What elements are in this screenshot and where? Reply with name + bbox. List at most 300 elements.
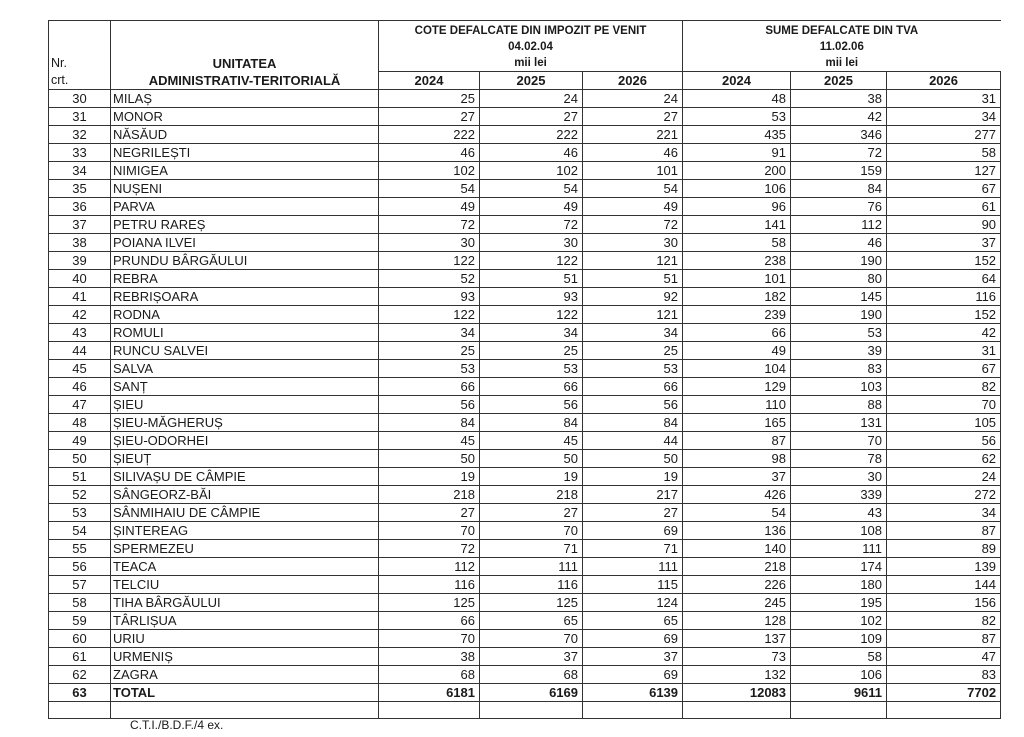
table-row xyxy=(49,234,1001,252)
header-unit: UNITATEA xyxy=(111,21,379,72)
unit-name: ȘIEU-ODORHEI xyxy=(111,432,379,450)
value-cell: 222 xyxy=(480,126,583,144)
value-cell: 102 xyxy=(379,162,480,180)
total-value: 7702 xyxy=(887,684,1001,702)
group2-title: SUME DEFALCATE DIN TVA xyxy=(765,25,919,37)
value-cell: 111 xyxy=(480,558,583,576)
row-nr: 38 xyxy=(49,234,111,252)
row-nr: 54 xyxy=(49,522,111,540)
table-row xyxy=(49,522,1001,540)
unit-name: ȘIEUȚ xyxy=(111,450,379,468)
header-unit-line2: ADMINISTRATIV-TERITORIALĂ xyxy=(111,72,379,90)
value-cell: 66 xyxy=(379,378,480,396)
value-cell: 56 xyxy=(480,396,583,414)
table-row xyxy=(49,648,1001,666)
value-cell: 46 xyxy=(480,144,583,162)
value-cell: 34 xyxy=(887,504,1001,522)
row-nr: 41 xyxy=(49,288,111,306)
row-nr: 40 xyxy=(49,270,111,288)
value-cell: 121 xyxy=(583,252,683,270)
value-cell: 218 xyxy=(480,486,583,504)
unit-name: SILIVAȘU DE CÂMPIE xyxy=(111,468,379,486)
row-nr: 30 xyxy=(49,90,111,108)
value-cell: 43 xyxy=(791,504,887,522)
unit-name: SÂNGEORZ-BĂI xyxy=(111,486,379,504)
value-cell: 239 xyxy=(683,306,791,324)
value-cell: 67 xyxy=(887,360,1001,378)
value-cell: 49 xyxy=(379,198,480,216)
value-cell: 93 xyxy=(379,288,480,306)
value-cell: 182 xyxy=(683,288,791,306)
value-cell: 30 xyxy=(379,234,480,252)
value-cell: 31 xyxy=(887,90,1001,108)
table-row xyxy=(49,450,1001,468)
unit-name: ȘINTEREAG xyxy=(111,522,379,540)
table-row xyxy=(49,594,1001,612)
value-cell: 217 xyxy=(583,486,683,504)
unit-name: SPERMEZEU xyxy=(111,540,379,558)
value-cell: 25 xyxy=(379,90,480,108)
value-cell: 122 xyxy=(480,252,583,270)
table-row xyxy=(49,342,1001,360)
row-nr: 53 xyxy=(49,504,111,522)
value-cell: 54 xyxy=(583,180,683,198)
value-cell: 56 xyxy=(379,396,480,414)
blank-cell xyxy=(887,702,1001,719)
unit-name: ZAGRA xyxy=(111,666,379,684)
value-cell: 34 xyxy=(480,324,583,342)
value-cell: 25 xyxy=(480,342,583,360)
value-cell: 83 xyxy=(791,360,887,378)
value-cell: 110 xyxy=(683,396,791,414)
value-cell: 98 xyxy=(683,450,791,468)
value-cell: 226 xyxy=(683,576,791,594)
blank-cell xyxy=(683,702,791,719)
value-cell: 27 xyxy=(379,108,480,126)
value-cell: 37 xyxy=(887,234,1001,252)
value-cell: 76 xyxy=(791,198,887,216)
value-cell: 42 xyxy=(887,324,1001,342)
row-nr: 58 xyxy=(49,594,111,612)
value-cell: 87 xyxy=(887,630,1001,648)
value-cell: 92 xyxy=(583,288,683,306)
value-cell: 53 xyxy=(379,360,480,378)
row-nr: 45 xyxy=(49,360,111,378)
table-row xyxy=(49,504,1001,522)
value-cell: 165 xyxy=(683,414,791,432)
unit-name: NĂSĂUD xyxy=(111,126,379,144)
unit-name: RODNA xyxy=(111,306,379,324)
row-nr: 57 xyxy=(49,576,111,594)
value-cell: 42 xyxy=(791,108,887,126)
value-cell: 124 xyxy=(583,594,683,612)
value-cell: 125 xyxy=(379,594,480,612)
value-cell: 25 xyxy=(583,342,683,360)
value-cell: 159 xyxy=(791,162,887,180)
header-group-vat xyxy=(683,21,1001,72)
value-cell: 58 xyxy=(683,234,791,252)
unit-name: URMENIȘ xyxy=(111,648,379,666)
value-cell: 84 xyxy=(791,180,887,198)
value-cell: 122 xyxy=(379,252,480,270)
value-cell: 72 xyxy=(583,216,683,234)
value-cell: 30 xyxy=(480,234,583,252)
row-nr: 61 xyxy=(49,648,111,666)
value-cell: 156 xyxy=(887,594,1001,612)
table-row xyxy=(49,198,1001,216)
group1-unit: mii lei xyxy=(514,57,547,69)
value-cell: 108 xyxy=(791,522,887,540)
value-cell: 91 xyxy=(683,144,791,162)
value-cell: 122 xyxy=(379,306,480,324)
unit-name: TELCIU xyxy=(111,576,379,594)
year-header: 2025 xyxy=(791,72,887,90)
value-cell: 58 xyxy=(791,648,887,666)
unit-name: NEGRILEȘTI xyxy=(111,144,379,162)
value-cell: 53 xyxy=(791,324,887,342)
value-cell: 426 xyxy=(683,486,791,504)
value-cell: 87 xyxy=(887,522,1001,540)
year-header: 2024 xyxy=(683,72,791,90)
unit-name: NIMIGEA xyxy=(111,162,379,180)
row-nr: 62 xyxy=(49,666,111,684)
value-cell: 218 xyxy=(379,486,480,504)
value-cell: 19 xyxy=(583,468,683,486)
value-cell: 128 xyxy=(683,612,791,630)
value-cell: 27 xyxy=(480,504,583,522)
value-cell: 111 xyxy=(791,540,887,558)
value-cell: 218 xyxy=(683,558,791,576)
row-nr: 44 xyxy=(49,342,111,360)
value-cell: 277 xyxy=(887,126,1001,144)
value-cell: 50 xyxy=(480,450,583,468)
unit-name: ȘIEU xyxy=(111,396,379,414)
value-cell: 46 xyxy=(791,234,887,252)
unit-name: MONOR xyxy=(111,108,379,126)
value-cell: 24 xyxy=(583,90,683,108)
value-cell: 70 xyxy=(480,630,583,648)
total-value: 12083 xyxy=(683,684,791,702)
value-cell: 53 xyxy=(583,360,683,378)
value-cell: 50 xyxy=(583,450,683,468)
unit-name: ROMULI xyxy=(111,324,379,342)
value-cell: 84 xyxy=(379,414,480,432)
value-cell: 70 xyxy=(791,432,887,450)
value-cell: 67 xyxy=(887,180,1001,198)
header-group-income-tax xyxy=(379,21,683,72)
value-cell: 27 xyxy=(583,504,683,522)
value-cell: 34 xyxy=(887,108,1001,126)
value-cell: 195 xyxy=(791,594,887,612)
value-cell: 53 xyxy=(480,360,583,378)
table-row xyxy=(49,360,1001,378)
value-cell: 435 xyxy=(683,126,791,144)
value-cell: 80 xyxy=(791,270,887,288)
row-nr: 47 xyxy=(49,396,111,414)
table-row xyxy=(49,612,1001,630)
value-cell: 70 xyxy=(480,522,583,540)
unit-name: ȘIEU-MĂGHERUȘ xyxy=(111,414,379,432)
value-cell: 71 xyxy=(583,540,683,558)
row-nr: 50 xyxy=(49,450,111,468)
row-nr: 34 xyxy=(49,162,111,180)
row-nr: 32 xyxy=(49,126,111,144)
value-cell: 121 xyxy=(583,306,683,324)
blank-cell xyxy=(791,702,887,719)
table-row xyxy=(49,216,1001,234)
value-cell: 69 xyxy=(583,666,683,684)
value-cell: 65 xyxy=(583,612,683,630)
value-cell: 106 xyxy=(791,666,887,684)
row-nr: 59 xyxy=(49,612,111,630)
value-cell: 66 xyxy=(583,378,683,396)
value-cell: 152 xyxy=(887,306,1001,324)
value-cell: 27 xyxy=(379,504,480,522)
value-cell: 27 xyxy=(583,108,683,126)
value-cell: 221 xyxy=(583,126,683,144)
unit-name: PRUNDU BÂRGĂULUI xyxy=(111,252,379,270)
table-row xyxy=(49,666,1001,684)
value-cell: 222 xyxy=(379,126,480,144)
row-nr: 43 xyxy=(49,324,111,342)
value-cell: 174 xyxy=(791,558,887,576)
value-cell: 115 xyxy=(583,576,683,594)
value-cell: 137 xyxy=(683,630,791,648)
year-header: 2024 xyxy=(379,72,480,90)
table-row xyxy=(49,90,1001,108)
value-cell: 61 xyxy=(887,198,1001,216)
row-nr: 51 xyxy=(49,468,111,486)
value-cell: 200 xyxy=(683,162,791,180)
value-cell: 105 xyxy=(887,414,1001,432)
unit-name: TÂRLIȘUA xyxy=(111,612,379,630)
value-cell: 66 xyxy=(480,378,583,396)
value-cell: 245 xyxy=(683,594,791,612)
header-nr: Nr. xyxy=(49,21,111,72)
total-value: 6181 xyxy=(379,684,480,702)
value-cell: 83 xyxy=(887,666,1001,684)
blank-cell xyxy=(49,702,111,719)
value-cell: 90 xyxy=(887,216,1001,234)
value-cell: 141 xyxy=(683,216,791,234)
value-cell: 122 xyxy=(480,306,583,324)
value-cell: 139 xyxy=(887,558,1001,576)
value-cell: 111 xyxy=(583,558,683,576)
row-nr: 39 xyxy=(49,252,111,270)
blank-cell xyxy=(379,702,480,719)
row-nr: 52 xyxy=(49,486,111,504)
value-cell: 116 xyxy=(379,576,480,594)
value-cell: 131 xyxy=(791,414,887,432)
value-cell: 37 xyxy=(683,468,791,486)
value-cell: 87 xyxy=(683,432,791,450)
value-cell: 37 xyxy=(583,648,683,666)
value-cell: 49 xyxy=(480,198,583,216)
table-row xyxy=(49,126,1001,144)
table-row xyxy=(49,486,1001,504)
value-cell: 180 xyxy=(791,576,887,594)
value-cell: 24 xyxy=(887,468,1001,486)
row-nr: 48 xyxy=(49,414,111,432)
group1-code: 04.02.04 xyxy=(508,41,553,53)
value-cell: 52 xyxy=(379,270,480,288)
value-cell: 112 xyxy=(379,558,480,576)
value-cell: 53 xyxy=(683,108,791,126)
table-row xyxy=(49,576,1001,594)
value-cell: 62 xyxy=(887,450,1001,468)
value-cell: 54 xyxy=(480,180,583,198)
table-row xyxy=(49,378,1001,396)
row-nr: 49 xyxy=(49,432,111,450)
unit-name: MILAȘ xyxy=(111,90,379,108)
unit-name: TIHA BÂRGĂULUI xyxy=(111,594,379,612)
total-nr: 63 xyxy=(49,684,111,702)
row-nr: 37 xyxy=(49,216,111,234)
value-cell: 49 xyxy=(683,342,791,360)
value-cell: 101 xyxy=(583,162,683,180)
row-nr: 31 xyxy=(49,108,111,126)
value-cell: 51 xyxy=(480,270,583,288)
year-header: 2026 xyxy=(583,72,683,90)
unit-name: RUNCU SALVEI xyxy=(111,342,379,360)
value-cell: 238 xyxy=(683,252,791,270)
value-cell: 56 xyxy=(583,396,683,414)
table-row xyxy=(49,324,1001,342)
value-cell: 48 xyxy=(683,90,791,108)
value-cell: 46 xyxy=(583,144,683,162)
value-cell: 25 xyxy=(379,342,480,360)
group2-unit: mii lei xyxy=(825,57,859,69)
table-row xyxy=(49,288,1001,306)
value-cell: 45 xyxy=(480,432,583,450)
unit-name: REBRA xyxy=(111,270,379,288)
value-cell: 84 xyxy=(480,414,583,432)
value-cell: 129 xyxy=(683,378,791,396)
unit-name: PETRU RAREȘ xyxy=(111,216,379,234)
value-cell: 49 xyxy=(583,198,683,216)
unit-name: REBRIȘOARA xyxy=(111,288,379,306)
value-cell: 70 xyxy=(379,522,480,540)
value-cell: 69 xyxy=(583,522,683,540)
value-cell: 50 xyxy=(379,450,480,468)
table-row xyxy=(49,396,1001,414)
total-value: 9611 xyxy=(791,684,887,702)
table-row xyxy=(49,468,1001,486)
value-cell: 68 xyxy=(480,666,583,684)
table-row xyxy=(49,270,1001,288)
value-cell: 82 xyxy=(887,378,1001,396)
value-cell: 58 xyxy=(887,144,1001,162)
unit-name: TEACA xyxy=(111,558,379,576)
value-cell: 66 xyxy=(379,612,480,630)
row-nr: 42 xyxy=(49,306,111,324)
value-cell: 27 xyxy=(480,108,583,126)
table-row xyxy=(49,558,1001,576)
value-cell: 46 xyxy=(379,144,480,162)
value-cell: 69 xyxy=(583,630,683,648)
value-cell: 24 xyxy=(480,90,583,108)
value-cell: 140 xyxy=(683,540,791,558)
total-value: 6169 xyxy=(480,684,583,702)
footer-note: C.T.I./B.D.F./4 ex. xyxy=(130,718,224,732)
total-value: 6139 xyxy=(583,684,683,702)
group1-title: COTE DEFALCATE DIN IMPOZIT PE VENIT xyxy=(414,25,647,37)
table-row xyxy=(49,432,1001,450)
value-cell: 190 xyxy=(791,252,887,270)
value-cell: 39 xyxy=(791,342,887,360)
value-cell: 106 xyxy=(683,180,791,198)
value-cell: 84 xyxy=(583,414,683,432)
table-row xyxy=(49,144,1001,162)
year-header: 2026 xyxy=(887,72,1001,90)
value-cell: 82 xyxy=(887,612,1001,630)
value-cell: 145 xyxy=(791,288,887,306)
value-cell: 45 xyxy=(379,432,480,450)
value-cell: 51 xyxy=(583,270,683,288)
unit-name: SANȚ xyxy=(111,378,379,396)
row-nr: 35 xyxy=(49,180,111,198)
row-nr: 46 xyxy=(49,378,111,396)
value-cell: 93 xyxy=(480,288,583,306)
value-cell: 34 xyxy=(379,324,480,342)
table-row xyxy=(49,306,1001,324)
blank-cell xyxy=(111,702,379,719)
value-cell: 101 xyxy=(683,270,791,288)
unit-name: POIANA ILVEI xyxy=(111,234,379,252)
value-cell: 70 xyxy=(887,396,1001,414)
value-cell: 34 xyxy=(583,324,683,342)
value-cell: 116 xyxy=(887,288,1001,306)
value-cell: 116 xyxy=(480,576,583,594)
value-cell: 54 xyxy=(683,504,791,522)
value-cell: 132 xyxy=(683,666,791,684)
value-cell: 54 xyxy=(379,180,480,198)
table-row xyxy=(49,540,1001,558)
unit-name: SALVA xyxy=(111,360,379,378)
value-cell: 144 xyxy=(887,576,1001,594)
value-cell: 71 xyxy=(480,540,583,558)
value-cell: 72 xyxy=(379,216,480,234)
value-cell: 30 xyxy=(791,468,887,486)
row-nr: 60 xyxy=(49,630,111,648)
value-cell: 88 xyxy=(791,396,887,414)
table-row xyxy=(49,180,1001,198)
header-crt: crt. xyxy=(49,72,111,90)
total-label: TOTAL xyxy=(111,684,379,702)
total-row xyxy=(49,684,1001,702)
row-nr: 55 xyxy=(49,540,111,558)
value-cell: 112 xyxy=(791,216,887,234)
value-cell: 127 xyxy=(887,162,1001,180)
table-body xyxy=(49,90,1001,684)
row-nr: 56 xyxy=(49,558,111,576)
value-cell: 72 xyxy=(480,216,583,234)
value-cell: 78 xyxy=(791,450,887,468)
blank-cell xyxy=(480,702,583,719)
value-cell: 339 xyxy=(791,486,887,504)
table-row xyxy=(49,108,1001,126)
value-cell: 64 xyxy=(887,270,1001,288)
blank-cell xyxy=(583,702,683,719)
value-cell: 89 xyxy=(887,540,1001,558)
year-header: 2025 xyxy=(480,72,583,90)
unit-name: NUȘENI xyxy=(111,180,379,198)
value-cell: 72 xyxy=(379,540,480,558)
table-row xyxy=(49,162,1001,180)
row-nr: 36 xyxy=(49,198,111,216)
value-cell: 72 xyxy=(791,144,887,162)
value-cell: 152 xyxy=(887,252,1001,270)
